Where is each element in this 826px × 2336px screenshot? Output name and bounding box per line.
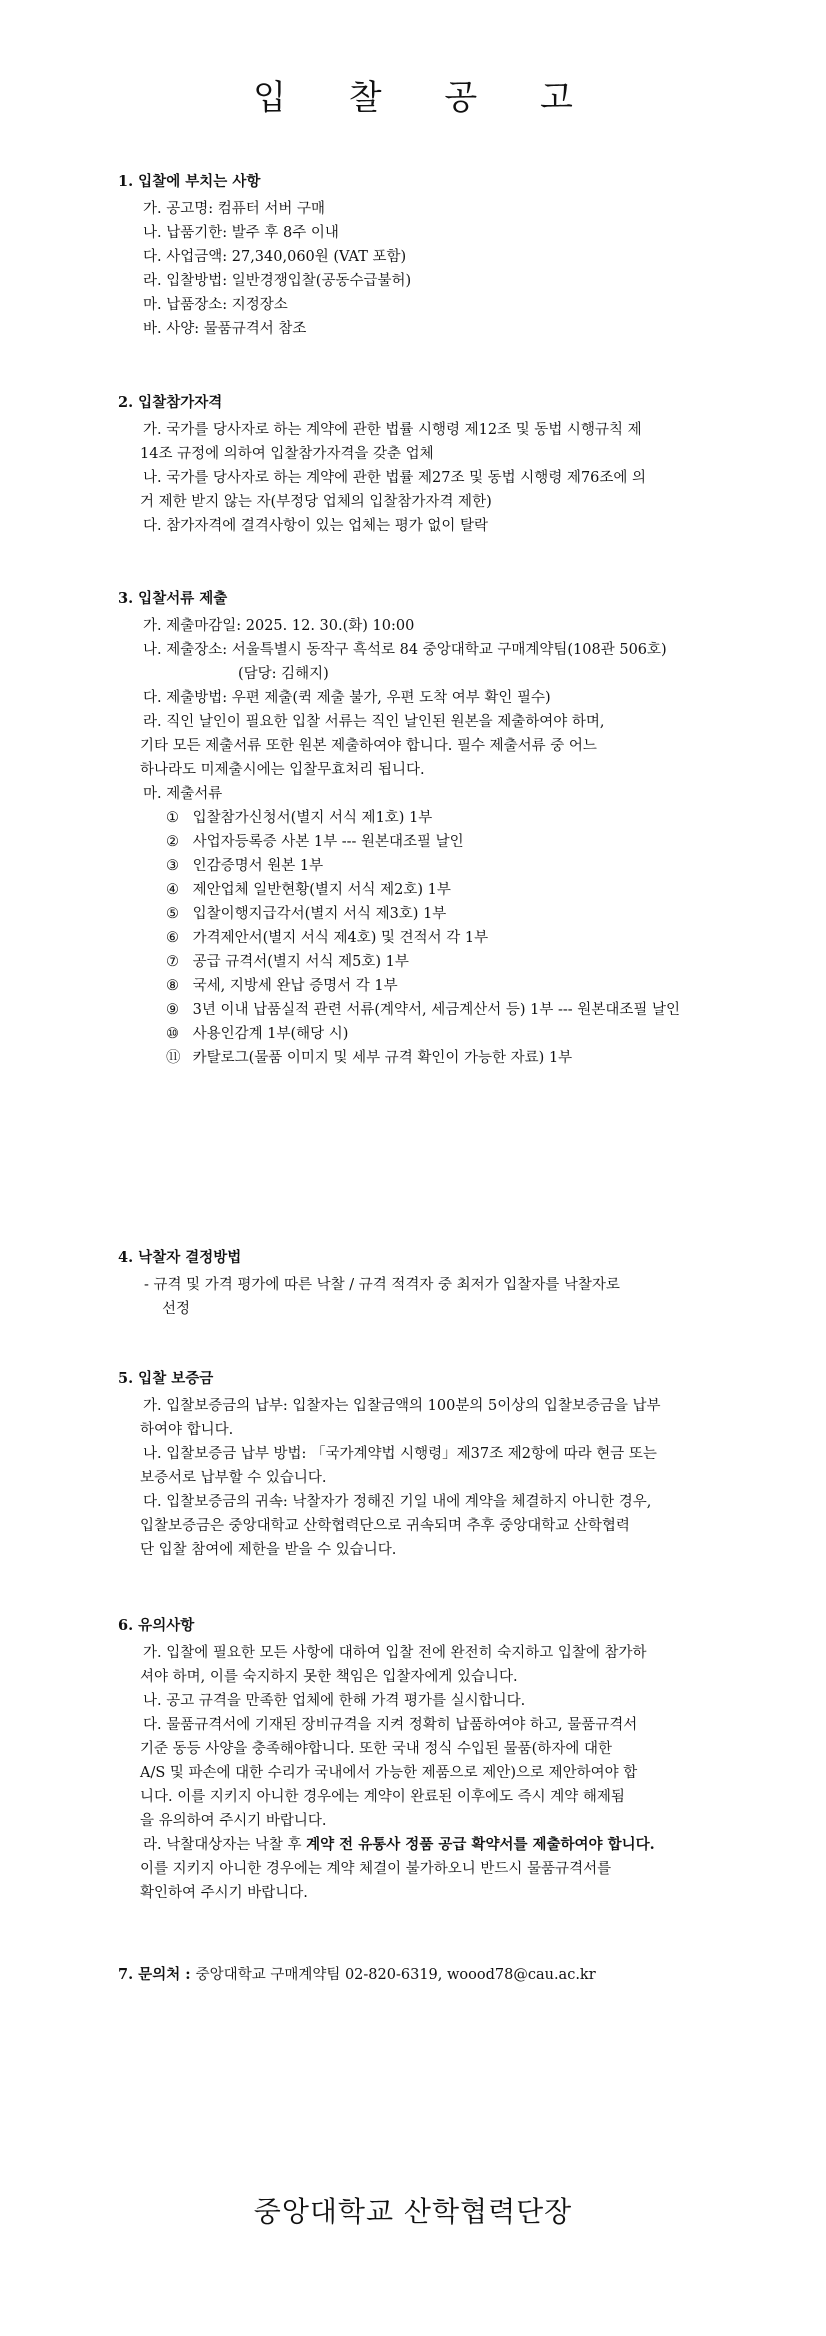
list-item: 다. 사업금액: 27,340,060원 (VAT 포함) bbox=[143, 249, 407, 265]
list-item: 가. 공고명: 컴퓨터 서버 구매 bbox=[143, 201, 326, 217]
item-number: ① bbox=[166, 810, 179, 826]
item-text: 사업자등록증 사본 1부 --- 원본대조필 날인 bbox=[192, 834, 464, 850]
list-item: 가. 입찰에 필요한 모든 사항에 대하여 입찰 전에 완전히 숙지하고 입찰에 참가하 bbox=[143, 1645, 647, 1661]
list-item-continuation: (담당: 김해지) bbox=[238, 666, 329, 682]
list-item-continuation: 확인하여 주시기 바랍니다. bbox=[140, 1885, 308, 1901]
item-text: 입찰참가신청서(별지 서식 제1호) 1부 bbox=[192, 810, 433, 826]
section-bid-items bbox=[118, 170, 718, 341]
item-text: 인감증명서 원본 1부 bbox=[192, 858, 324, 874]
list-item: 가. 입찰보증금의 납부: 입찰자는 입찰금액의 100분의 5이상의 입찰보증금을 납부 bbox=[143, 1398, 661, 1414]
page-title: 입 찰 공 고 bbox=[253, 78, 599, 118]
list-item-continuation: 14조 규정에 의하여 입찰참가자격을 갖춘 업체 bbox=[140, 446, 434, 462]
section-heading: 4. 낙찰자 결정방법 bbox=[118, 1249, 242, 1266]
document-list-item bbox=[118, 854, 718, 878]
list-item-continuation: 기타 모든 제출서류 또한 원본 제출하여야 합니다. 필수 제출서류 중 어느 bbox=[140, 738, 597, 754]
list-item-continuation: 니다. 이를 지키지 아니한 경우에는 계약이 완료된 이후에도 즉시 계약 해제됨 bbox=[140, 1789, 625, 1805]
item-number: ⑧ bbox=[166, 978, 179, 994]
item-text: 사용인감계 1부(해당 시) bbox=[192, 1026, 349, 1042]
list-item: 나. 제출장소: 서울특별시 동작구 흑석로 84 중앙대학교 구매계약팀(108관 506호) bbox=[143, 642, 667, 658]
section-heading: 2. 입찰참가자격 bbox=[118, 394, 223, 411]
section-heading: 5. 입찰 보증금 bbox=[118, 1370, 214, 1387]
list-item: 가. 제출마감일: 2025. 12. 30.(화) 10:00 bbox=[143, 618, 415, 634]
item-text: 국세, 지방세 완납 증명서 각 1부 bbox=[192, 978, 398, 994]
list-item-continuation: A/S 및 파손에 대한 수리가 국내에서 가능한 제품으로 제안)으로 제안하여야 합 bbox=[140, 1765, 638, 1781]
list-item-continuation: 셔야 하며, 이를 숙지하지 못한 책임은 입찰자에게 있습니다. bbox=[140, 1669, 518, 1685]
document-list-item bbox=[118, 974, 718, 998]
section-submission bbox=[118, 587, 718, 1070]
list-item: 다. 입찰보증금의 귀속: 낙찰자가 정해진 기일 내에 계약을 체결하지 아니한 경우, bbox=[143, 1494, 652, 1510]
item-number: ⑦ bbox=[166, 954, 179, 970]
list-item: 가. 국가를 당사자로 하는 계약에 관한 법률 시행령 제12조 및 동법 시행규칙 제 bbox=[143, 422, 642, 438]
item-number: ② bbox=[166, 834, 179, 850]
list-item-continuation: 하여야 합니다. bbox=[140, 1422, 234, 1438]
list-item: 다. 참가자격에 결격사항이 있는 업체는 평가 없이 탈락 bbox=[143, 518, 489, 534]
list-item-continuation: 거 제한 받지 않는 자(부정당 업체의 입찰참가자격 제한) bbox=[140, 494, 492, 510]
list-item: 라. 직인 날인이 필요한 입찰 서류는 직인 날인된 원본을 제출하여야 하며, bbox=[143, 714, 605, 730]
list-item: - 규격 및 가격 평가에 따른 낙찰 / 규격 적격자 중 최저가 입찰자를 낙찰자로 bbox=[144, 1277, 620, 1293]
issuer-signature: 중앙대학교 산학협력단장 bbox=[253, 2195, 573, 2228]
emphasis-text: 계약 전 유통사 정품 공급 확약서를 제출하여야 합니다. bbox=[306, 1836, 655, 1853]
document-list-item bbox=[118, 998, 718, 1022]
section-qualification bbox=[118, 391, 718, 538]
list-item: 나. 납품기한: 발주 후 8주 이내 bbox=[143, 225, 339, 241]
section-contact bbox=[118, 1963, 718, 1987]
list-item-continuation: 보증서로 납부할 수 있습니다. bbox=[140, 1470, 327, 1486]
item-number: ③ bbox=[166, 858, 179, 874]
document-list-item bbox=[118, 926, 718, 950]
item-text: 공급 규격서(별지 서식 제5호) 1부 bbox=[192, 954, 409, 970]
contact-label: 7. 문의처 bbox=[118, 1966, 181, 1983]
document-list-item bbox=[118, 806, 718, 830]
list-item-continuation: 하나라도 미제출시에는 입찰무효처리 됩니다. bbox=[140, 762, 425, 778]
item-text: 가격제안서(별지 서식 제4호) 및 견적서 각 1부 bbox=[192, 930, 489, 946]
item-text: 입찰이행지급각서(별지 서식 제3호) 1부 bbox=[192, 906, 447, 922]
item-text: 카탈로그(물품 이미지 및 세부 규격 확인이 가능한 자료) 1부 bbox=[192, 1050, 573, 1066]
list-item: 나. 입찰보증금 납부 방법: 「국가계약법 시행령」제37조 제2항에 따라 현금 또는 bbox=[143, 1446, 657, 1462]
section-heading: 6. 유의사항 bbox=[118, 1617, 195, 1634]
list-item: 다. 물품규격서에 기재된 장비규격을 지켜 정확히 납품하여야 하고, 물품규격서 bbox=[143, 1717, 638, 1733]
document-list-item bbox=[118, 902, 718, 926]
list-item-continuation: 단 입찰 참여에 제한을 받을 수 있습니다. bbox=[140, 1542, 397, 1558]
item-text: 라. 낙찰대상자는 낙찰 후 bbox=[143, 1837, 307, 1853]
item-number: ⑩ bbox=[166, 1026, 179, 1042]
document-list-item bbox=[118, 830, 718, 854]
list-item: 마. 제출서류 bbox=[143, 786, 223, 802]
contact-separator: : bbox=[180, 1966, 196, 1983]
list-item: 다. 제출방법: 우편 제출(퀵 제출 불가, 우편 도착 여부 확인 필수) bbox=[143, 690, 551, 706]
section-award-method bbox=[118, 1246, 718, 1321]
section-bid-deposit bbox=[118, 1367, 718, 1562]
document-list-item bbox=[118, 1046, 718, 1070]
list-item-continuation: 기준 동등 사양을 충족해야합니다. 또한 국내 정식 수입된 물품(하자에 대한 bbox=[140, 1741, 612, 1757]
list-item-continuation: 이를 지키지 아니한 경우에는 계약 체결이 불가하오니 반드시 물품규격서를 bbox=[140, 1861, 612, 1877]
document-list-item bbox=[118, 1022, 718, 1046]
item-text: 제안업체 일반현황(별지 서식 제2호) 1부 bbox=[192, 882, 451, 898]
section-heading: 3. 입찰서류 제출 bbox=[118, 590, 228, 607]
item-number: ④ bbox=[166, 882, 179, 898]
document-list-item bbox=[118, 950, 718, 974]
list-item: 나. 국가를 당사자로 하는 계약에 관한 법률 제27조 및 동법 시행령 제76조에 의 bbox=[143, 470, 647, 486]
list-item bbox=[132, 1833, 718, 1857]
contact-value: 중앙대학교 구매계약팀 02-820-6319, woood78@cau.ac.kr bbox=[195, 1967, 596, 1983]
list-item: 바. 사양: 물품규격서 참조 bbox=[143, 321, 307, 337]
list-item-continuation: 선정 bbox=[162, 1301, 191, 1317]
item-number: ⑪ bbox=[166, 1050, 181, 1066]
document-list-item bbox=[118, 878, 718, 902]
item-number: ⑨ bbox=[166, 1002, 179, 1018]
item-number: ⑥ bbox=[166, 930, 179, 946]
list-item: 나. 공고 규격을 만족한 업체에 한해 가격 평가를 실시합니다. bbox=[143, 1693, 526, 1709]
list-item: 마. 납품장소: 지정장소 bbox=[143, 297, 288, 313]
section-notes bbox=[118, 1614, 718, 1905]
list-item-continuation: 입찰보증금은 중앙대학교 산학협력단으로 귀속되며 추후 중앙대학교 산학협력 bbox=[140, 1518, 630, 1534]
item-text: 3년 이내 납품실적 관련 서류(계약서, 세금계산서 등) 1부 --- 원본대조필 날인 bbox=[192, 1002, 680, 1018]
list-item-continuation: 을 유의하여 주시기 바랍니다. bbox=[140, 1813, 327, 1829]
list-item: 라. 입찰방법: 일반경쟁입찰(공동수급불허) bbox=[143, 273, 412, 289]
item-number: ⑤ bbox=[166, 906, 179, 922]
section-heading: 1. 입찰에 부치는 사항 bbox=[118, 173, 261, 190]
